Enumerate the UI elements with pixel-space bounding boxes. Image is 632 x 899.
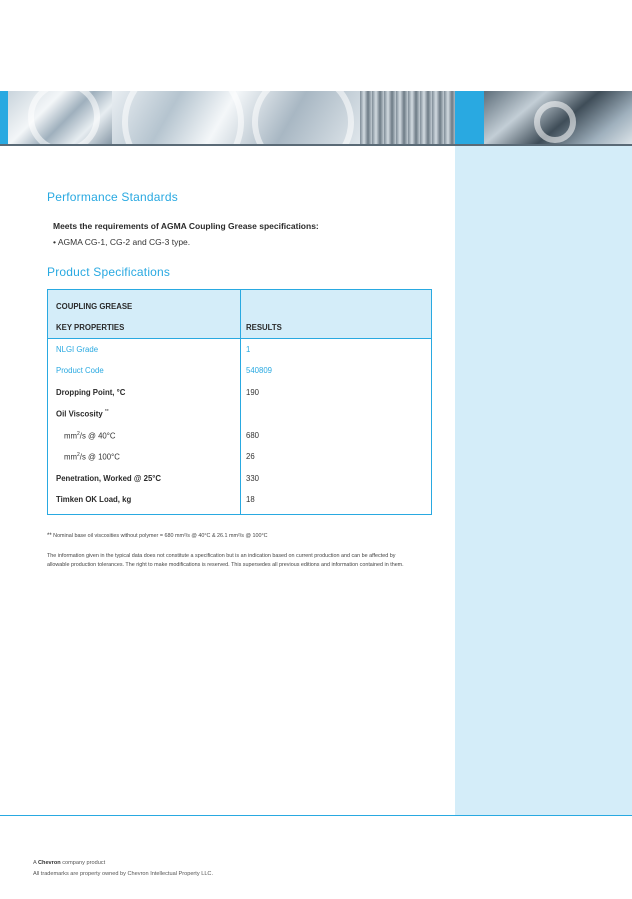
- row-value-viscosity-40: 680: [246, 431, 260, 440]
- banner-machinery-image: [484, 91, 632, 144]
- row-label-product-code: Product Code: [56, 366, 104, 375]
- banner-bearing-image: [8, 91, 112, 144]
- row-label-dropping-point: Dropping Point, °C: [56, 388, 126, 397]
- row-value-dropping-point: 190: [246, 388, 260, 397]
- row-label-oil-viscosity: Oil Viscosity **: [56, 409, 109, 419]
- disclaimer-text: The information given in the typical data does not constitute a specification but is an indication based on current production and can be affected by allowable production tolerances. The right to make modifications is reserved. This supersedes all previous editions and information contained in them.: [47, 553, 404, 568]
- sidebar-panel: [455, 144, 632, 816]
- banner-accent-left: [0, 91, 8, 144]
- row-label-timken-load: Timken OK Load, kg: [56, 495, 132, 504]
- banner-bearing-image-2: [112, 91, 360, 144]
- header-banner: [0, 91, 632, 144]
- row-value-viscosity-100: 26: [246, 452, 255, 461]
- table-column-divider: [240, 290, 241, 514]
- performance-standards-heading: Performance Standards: [47, 190, 178, 204]
- banner-gear-image: [360, 91, 455, 144]
- header-results: RESULTS: [246, 323, 282, 332]
- banner-accent-right: [455, 91, 484, 144]
- header-key-properties: KEY PROPERTIES: [56, 323, 125, 332]
- row-label-viscosity-100: $mm^2/s$ @ 100°C: [64, 452, 120, 462]
- row-label-penetration: Penetration, Worked @ 25°C: [56, 474, 162, 483]
- chevron-company-line: A Chevron company product: [33, 860, 106, 866]
- row-value-product-code: 540809: [246, 366, 273, 375]
- meets-requirements-text: Meets the requirements of AGMA Coupling Grease specifications:: [53, 221, 319, 231]
- banner-divider: [0, 144, 632, 146]
- agma-bullet: • AGMA CG-1, CG-2 and CG-3 type.: [53, 237, 191, 247]
- row-value-nlgi-grade: 1: [246, 345, 251, 354]
- footer-divider: [0, 815, 632, 816]
- product-specifications-heading: Product Specifications: [47, 265, 171, 279]
- row-value-penetration: 330: [246, 474, 260, 483]
- trademark-notice: All trademarks are property owned by Chevron Intellectual Property LLC.: [33, 871, 214, 877]
- header-coupling-grease: COUPLING GREASE: [56, 302, 133, 311]
- row-label-nlgi-grade: NLGI Grade: [56, 345, 99, 354]
- row-label-viscosity-40: $mm^2/s$ @ 40°C: [64, 431, 116, 441]
- viscosity-footnote: ** Nominal base oil viscosities without polymer = 680 mm²/s @ 40°C & 26.1 mm²/s @ 100°C: [47, 533, 268, 539]
- row-value-timken-load: 18: [246, 495, 255, 504]
- specifications-table: [47, 289, 432, 515]
